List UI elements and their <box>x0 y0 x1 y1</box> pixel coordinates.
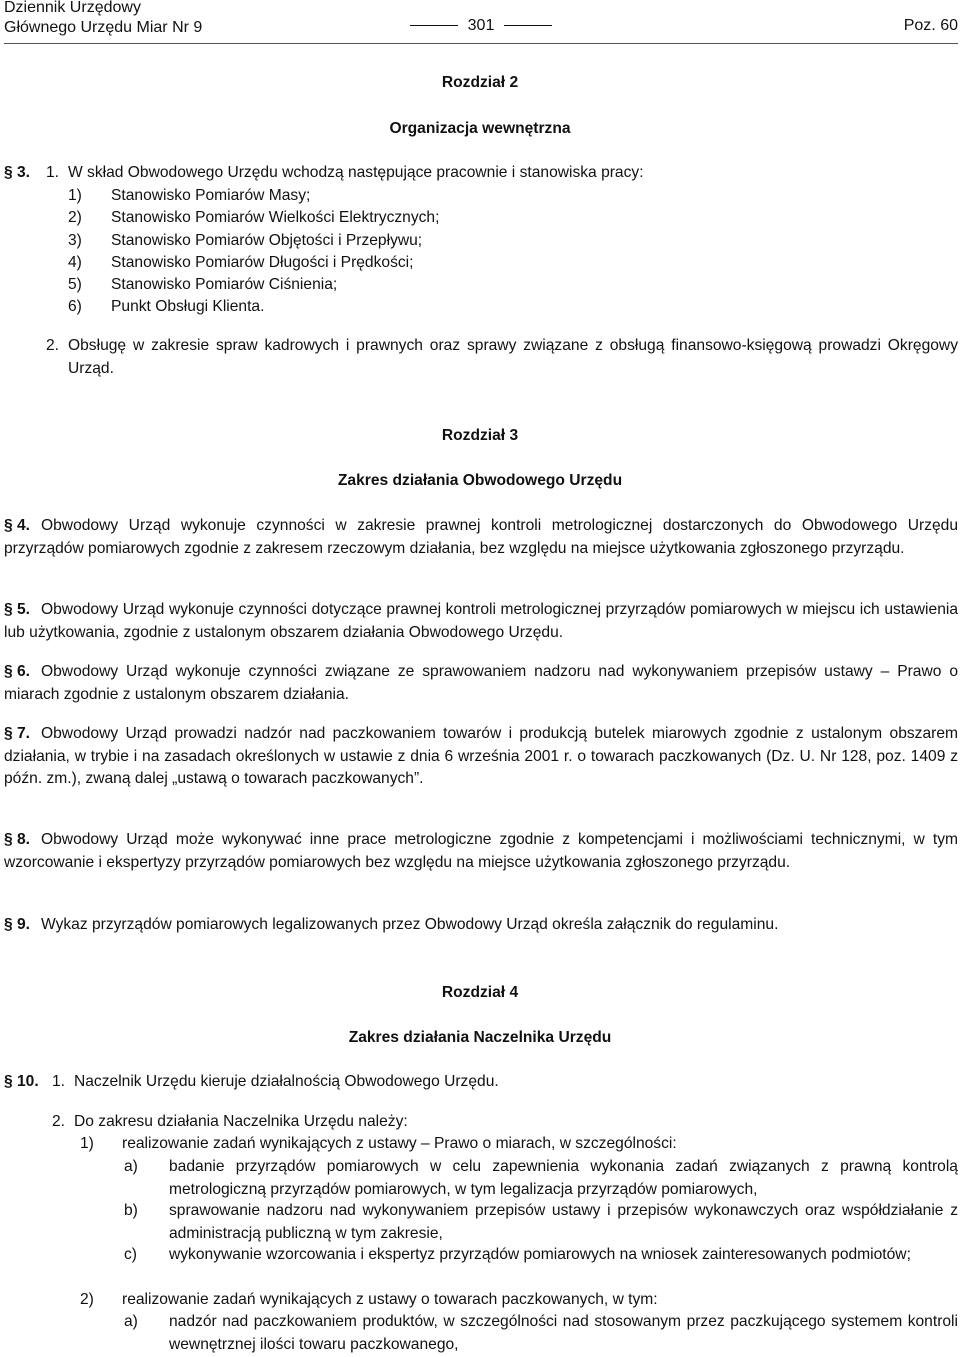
section-9-mark: § 9. <box>4 916 31 933</box>
page-number: 301 <box>467 17 495 34</box>
header-rule <box>4 43 958 44</box>
section-7 <box>4 723 958 791</box>
s10-sub2-a-text: nadzór nad paczkowaniem produktów, w szczególności nad stosowanym przez paczkującego systemem kontroli wewnętrznej ilości towaru paczkowanego, <box>169 1313 958 1353</box>
section-8-text: Obwodowy Urząd może wykonywać inne prace metrologiczne zgodnie z kompetencjami i możliwościami technicznymi, w tym wzorcowanie i ekspertyzy przyrządów pomiarowych bez względu na miejsce użytkowania zgłoszonego przyrządu. <box>4 831 958 871</box>
section-7-mark: § 7. <box>4 725 31 742</box>
s3-p2-num: 2. <box>46 337 60 354</box>
s10-sub-a-num: a) <box>124 1158 138 1175</box>
section-5-mark: § 5. <box>4 601 31 618</box>
s10-sub-c-text: wykonywanie wzorcowania i ekspertyz przyrządów pomiarowych na wniosek zainteresowanych podmiotów; <box>169 1246 911 1263</box>
chapter2-subtitle: Organizacja wewnętrzna <box>389 120 571 137</box>
s10-p2-num: 2. <box>52 1113 66 1130</box>
section-4-text: Obwodowy Urząd wykonuje czynności w zakresie prawnej kontroli metrologicznej dostarczonych do Obwodowego Urzędu przyrządów pomiarowych zgodnie z zakresem rzeczowym działania, bez względu na miejsce użytkowania zgłoszonego przyrządu. <box>4 517 958 557</box>
chapter4-title: Rozdział 4 <box>441 984 519 1001</box>
s10-sub-b-text: sprawowanie nadzoru nad wykonywaniem przepisów ustawy i przepisów wykonawczych oraz współdziałanie z administracją publiczną w tym zakresie, <box>169 1202 958 1242</box>
section-6-text: Obwodowy Urząd wykonuje czynności związane ze sprawowaniem nadzoru nad wykonywaniem przepisów ustawy – Prawo o miarach zgodnie z ustalonym obszarem działania. <box>4 663 958 703</box>
page-number-wrap <box>4 16 958 36</box>
s3-item-text: Punkt Obsługi Klienta. <box>111 298 265 315</box>
dash-left <box>410 25 458 26</box>
s3-p2-paragraph: Obsługę w zakresie spraw kadrowych i prawnych oraz sprawy związane z obsługą finansowo-księgową prowadzi Okręgowy Urząd. <box>68 337 958 377</box>
s3-item-num: 5) <box>68 276 82 293</box>
section-5-text: Obwodowy Urząd wykonuje czynności dotyczące prawnej kontroli metrologicznej przyrządów pomiarowych w miejscu ich ustawienia lub użytkowania, zgodnie z ustalonym obszarem działania Obwodowego Urzędu. <box>4 601 958 641</box>
s10-sub-b-num: b) <box>124 1202 138 1219</box>
chapter3-title: Rozdział 3 <box>441 427 519 444</box>
s3-item-num: 3) <box>68 232 82 249</box>
s3-item-num: 6) <box>68 298 82 315</box>
section-6 <box>4 661 958 706</box>
section-4 <box>4 515 958 560</box>
s10-sub-c-num: c) <box>124 1246 137 1263</box>
s10-p1-text: Naczelnik Urzędu kieruje działalnością Obwodowego Urzędu. <box>74 1073 499 1090</box>
s10-item2-text: realizowanie zadań wynikających z ustawy o towarach paczkowanych, w tym: <box>122 1291 658 1308</box>
s3-item-text: Stanowisko Pomiarów Wielkości Elektrycznych; <box>111 209 440 226</box>
chapter4-subtitle: Zakres działania Naczelnika Urzędu <box>348 1029 612 1046</box>
chapter3-subtitle: Zakres działania Obwodowego Urzędu <box>337 472 623 489</box>
s10-sub-a-text: badanie przyrządów pomiarowych w celu zapewnienia wykonania zadań związanych z prawną kontrolą metrologiczną przyrządów pomiarowych, w tym legalizacja przyrządów pomiarowych, <box>169 1158 958 1198</box>
s10-item1-num: 1) <box>80 1135 94 1152</box>
s3-item-num: 1) <box>68 187 82 204</box>
s10-item1-text: realizowanie zadań wynikających z ustawy – Prawo o miarach, w szczególności: <box>122 1135 677 1152</box>
s3-item-text: Stanowisko Pomiarów Długości i Prędkości; <box>111 254 414 271</box>
s3-item-text: Stanowisko Pomiarów Objętości i Przepływu; <box>111 232 423 249</box>
s10-sub2-a-num: a) <box>124 1313 138 1330</box>
s10-item2-num: 2) <box>80 1291 94 1308</box>
s10-p1-num: 1. <box>52 1073 66 1090</box>
s3-item-num: 2) <box>68 209 82 226</box>
section-8-mark: § 8. <box>4 831 31 848</box>
s3-p1-num: 1. <box>46 164 60 181</box>
s3-p2-text <box>68 335 958 380</box>
journal-title-line2: Głównego Urzędu Miar Nr 9 <box>4 19 203 36</box>
section-3-mark: § 3. <box>4 164 31 181</box>
s3-item-num: 4) <box>68 254 82 271</box>
section-10-mark: § 10. <box>4 1073 39 1090</box>
s3-p1-text: W skład Obwodowego Urzędu wchodzą następujące pracownie i stanowiska pracy: <box>68 164 644 181</box>
section-4-mark: § 4. <box>4 517 31 534</box>
section-6-mark: § 6. <box>4 663 31 680</box>
section-9-text: Wykaz przyrządów pomiarowych legalizowanych przez Obwodowy Urząd określa załącznik do regulaminu. <box>41 916 779 933</box>
position-label: Poz. 60 <box>903 17 958 34</box>
chapter2-title: Rozdział 2 <box>441 74 519 91</box>
section-9 <box>4 914 958 937</box>
s10-p2-text: Do zakresu działania Naczelnika Urzędu należy: <box>74 1113 408 1130</box>
section-5 <box>4 599 958 644</box>
section-8 <box>4 829 958 874</box>
s3-item-text: Stanowisko Pomiarów Ciśnienia; <box>111 276 338 293</box>
section-7-text: Obwodowy Urząd prowadzi nadzór nad paczkowaniem towarów i produkcją butelek miarowych zgodnie z ustalonym obszarem działania, w trybie i na zasadach określonych w ustawie z dnia 6 września 2001 r. o towarach paczkowanych (Dz. U. Nr 128, poz. 1409 z późn. zm.), zwaną dalej „ustawą o towarach paczkowanych”. <box>4 725 958 787</box>
dash-right <box>504 25 552 26</box>
page-header <box>4 0 958 40</box>
journal-title-line1: Dziennik Urzędowy <box>4 0 141 16</box>
s3-item-text: Stanowisko Pomiarów Masy; <box>111 187 311 204</box>
